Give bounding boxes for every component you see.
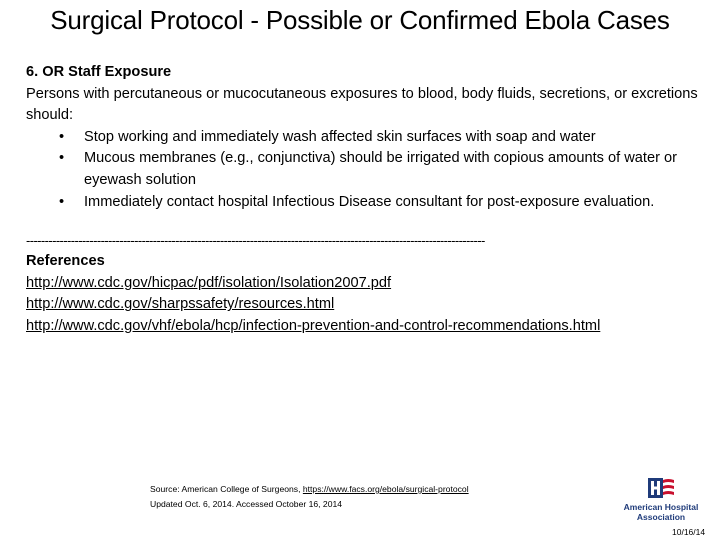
content-body	[26, 62, 716, 338]
bullet-icon: •	[59, 150, 65, 167]
list-item-text: Mucous membranes (e.g., conjunctiva) should be irrigated with copious amounts of water or eyewash solution	[84, 150, 677, 188]
list-item-text: Immediately contact hospital Infectious Disease consultant for post-exposure evaluation.	[84, 193, 655, 210]
reference-link-isolation[interactable]: http://www.cdc.gov/hicpac/pdf/isolation/Isolation2007.pdf	[26, 274, 392, 291]
list-item	[26, 192, 716, 214]
bullet-icon: •	[59, 128, 65, 145]
reference-link-sharps-safety[interactable]: http://www.cdc.gov/sharpssafety/resources.html	[26, 296, 335, 313]
section-intro: Persons with percutaneous or mucocutaneous exposures to blood, body fluids, secretions, or excretions should:	[26, 85, 698, 124]
references-heading: References	[26, 253, 105, 270]
list-item	[26, 127, 716, 149]
list-item-text: Stop working and immediately wash affected skin surfaces with soap and water	[84, 128, 596, 145]
source-citation	[150, 482, 590, 512]
bullet-icon: •	[59, 193, 65, 210]
list-item	[26, 148, 716, 191]
reference-link-ebola-infection-control[interactable]: http://www.cdc.gov/vhf/ebola/hcp/infection-prevention-and-control-recommendations.html	[26, 317, 601, 334]
source-prefix: Source: American College of Surgeons,	[150, 484, 301, 494]
divider-line: ---------------------------------------------------------------------------------------------------------------------------	[26, 233, 485, 249]
hospital-h-flag-icon	[648, 478, 674, 500]
section-heading: 6. OR Staff Exposure	[26, 64, 172, 80]
source-updated: Updated Oct. 6, 2014. Accessed October 16, 2014	[150, 499, 343, 509]
aha-logo	[616, 478, 706, 528]
source-link[interactable]: https://www.facs.org/ebola/surgical-protocol	[302, 484, 469, 494]
instruction-list	[26, 127, 716, 213]
slide-title: Surgical Protocol - Possible or Confirmed Ebola Cases	[50, 5, 670, 35]
aha-logo-line2: Association	[636, 512, 686, 522]
slide-date: 10/16/14	[672, 527, 706, 537]
aha-logo-line1: American Hospital	[623, 502, 699, 512]
aha-logo-text	[616, 502, 706, 522]
